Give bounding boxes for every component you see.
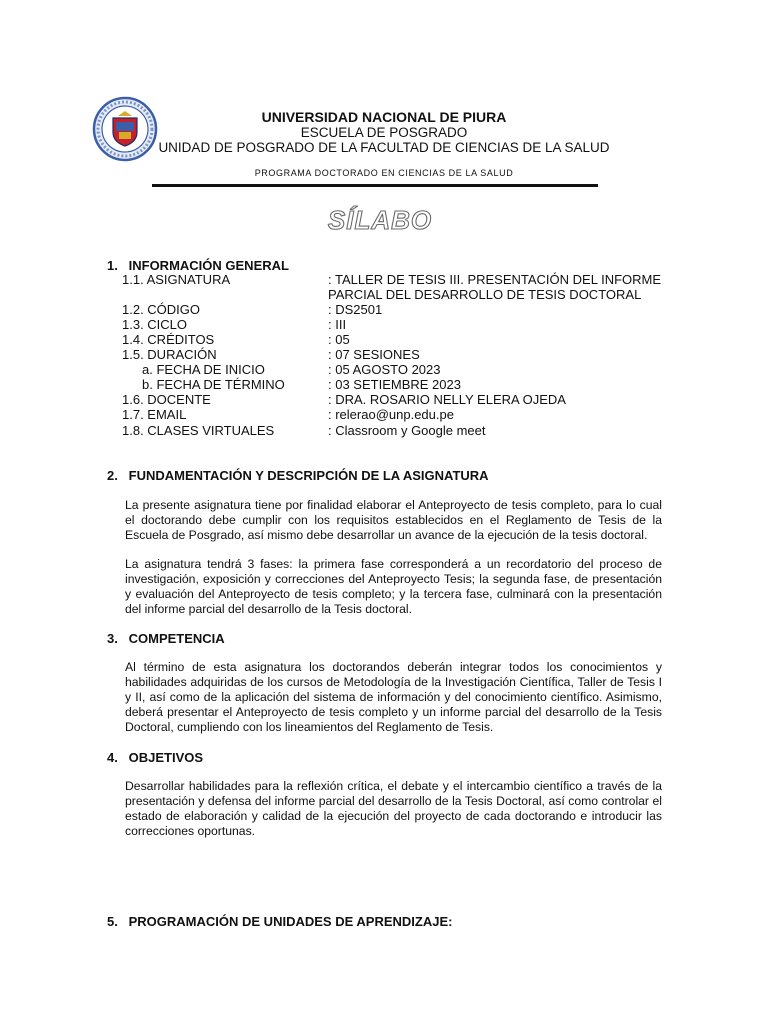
info-row	[122, 377, 682, 392]
info-row	[122, 347, 682, 362]
info-value: : III	[328, 317, 347, 332]
program-name: PROGRAMA DOCTORADO EN CIENCIAS DE LA SALUD	[254, 168, 514, 178]
info-label: 1.6. DOCENTE	[122, 392, 211, 407]
section-3-paragraph	[125, 660, 662, 735]
section-4-paragraph	[125, 779, 662, 839]
info-value: : 07 SESIONES	[328, 347, 420, 362]
section-1-heading	[107, 258, 289, 273]
info-value: : 05 AGOSTO 2023	[328, 362, 441, 377]
section-3-text: Al término de esta asignatura los doctorandos deberán integrar todos los conocimientos y habilidades adquiridas de los cursos de Metodología de la Investigación Científica, Taller de Tesis I y II, así como de la aplicación del sistema de información y del conocimiento científico. Asimismo, deberá presentar el Anteproyecto de tesis completo y un informe parcial del desarrollo de la Tesis Doctoral, cumpliendo con los lineamientos del Reglamento de Tesis.	[125, 660, 662, 734]
info-row	[122, 287, 682, 302]
info-value: : TALLER DE TESIS III. PRESENTACIÓN DEL INFORME	[328, 272, 662, 287]
info-row	[122, 423, 682, 438]
section-5-heading	[107, 914, 452, 929]
info-label: 1.7. EMAIL	[122, 407, 187, 422]
section-2-heading	[107, 468, 489, 483]
info-value: : 03 SETIEMBRE 2023	[328, 377, 461, 392]
info-row	[122, 302, 682, 317]
section-1-number: 1.	[107, 258, 118, 273]
info-value: : DRA. ROSARIO NELLY ELERA OJEDA	[328, 392, 566, 407]
info-label: 1.8. CLASES VIRTUALES	[122, 423, 275, 438]
section-4-heading	[107, 750, 203, 765]
section-1-title: INFORMACIÓN GENERAL	[128, 258, 289, 273]
section-2-text-1: La presente asignatura tiene por finalidad elaborar el Anteproyecto de tesis completo, para lo cual el doctorando debe cumplir con los requisitos establecidos en el Reglamento de Tesis de la Escuela de Posgrado, así mismo debe desarrollar un avance de la ejecución de la tesis doctoral.	[125, 498, 662, 542]
info-label: 1.5. DURACIÓN	[122, 347, 217, 362]
info-value: : relerao@unp.edu.pe	[328, 407, 454, 422]
info-value: PARCIAL DEL DESARROLLO DE TESIS DOCTORAL	[328, 287, 642, 302]
info-row	[122, 362, 682, 377]
university-seal-logo	[92, 96, 158, 162]
info-label: 1.2. CÓDIGO	[122, 302, 201, 317]
info-label: 1.1. ASIGNATURA	[122, 272, 231, 287]
info-value: : Classroom y Google meet	[328, 423, 486, 438]
university-name: UNIVERSIDAD NACIONAL DE PIURA	[261, 109, 507, 125]
info-row	[122, 317, 682, 332]
unit-name: UNIDAD DE POSGRADO DE LA FACULTAD DE CIENCIAS DE LA SALUD	[158, 140, 610, 155]
section-2-text-2: La asignatura tendrá 3 fases: la primera fase corresponderá a un recordatorio del proceso de investigación, exposición y correcciones del Anteproyecto Tesis; la segunda fase, de presentación y evaluación del Anteproyecto de tesis completo; y la tercera fase, culminará con la presentación del informe parcial del desarrollo de la Tesis doctoral.	[125, 557, 662, 616]
info-value: : 05	[328, 332, 350, 347]
info-label: a. FECHA DE INICIO	[142, 362, 265, 377]
info-value: : DS2501	[328, 302, 383, 317]
info-label: b. FECHA DE TÉRMINO	[142, 377, 285, 392]
section-3-title: COMPETENCIA	[128, 631, 225, 646]
info-row	[122, 272, 682, 287]
section-3-heading	[107, 631, 225, 646]
section-2-number: 2.	[107, 468, 118, 483]
section-3-number: 3.	[107, 631, 118, 646]
info-row	[122, 407, 682, 422]
section-2-title: FUNDAMENTACIÓN Y DESCRIPCIÓN DE LA ASIGNATURA	[128, 468, 489, 483]
general-info-list	[122, 272, 682, 442]
document-title	[300, 202, 460, 236]
section-5-number: 5.	[107, 914, 118, 929]
section-4-title: OBJETIVOS	[128, 750, 204, 765]
section-2-paragraph-1	[125, 498, 662, 543]
section-4-text: Desarrollar habilidades para la reflexión crítica, el debate y el intercambio científico a través de la presentación y defensa del informe parcial del desarrollo de la Tesis Doctoral, así como controlar el estado de elaboración y calidad de la ejecución del proyecto de cada doctorando e introducir las correcciones oportunas.	[125, 779, 662, 838]
info-row	[122, 392, 682, 407]
section-5-title: PROGRAMACIÓN DE UNIDADES DE APRENDIZAJE:	[128, 914, 453, 929]
info-row	[122, 332, 682, 347]
info-label: 1.3. CICLO	[122, 317, 188, 332]
document-title-text: SÍLABO	[327, 205, 433, 235]
section-2-paragraph-2	[125, 557, 662, 617]
section-4-number: 4.	[107, 750, 118, 765]
info-label: 1.4. CRÉDITOS	[122, 332, 215, 347]
school-name: ESCUELA DE POSGRADO	[300, 125, 468, 140]
header-divider	[152, 184, 598, 187]
